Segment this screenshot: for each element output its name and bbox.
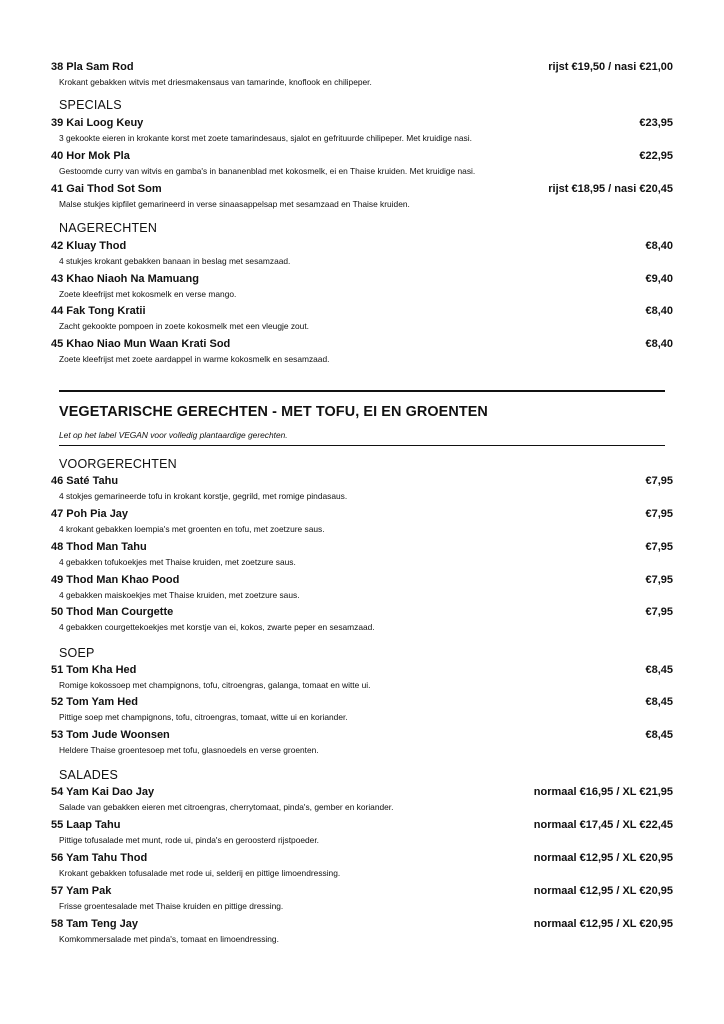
menu-item [51, 508, 673, 538]
item-price: €7,95 [645, 541, 673, 553]
item-price: normaal €17,45 / XL €22,45 [533, 819, 673, 831]
item-description: Gestoomde curry van witvis en gamba's in bananenblad met kokosmelk, ei en Thaise kruiden. Met kruidige nasi. [59, 166, 476, 176]
item-price: €7,95 [645, 508, 673, 520]
item-price: €23,95 [639, 117, 673, 129]
menu-item [51, 273, 673, 303]
item-description: 4 stukjes krokant gebakken banaan in beslag met sesamzaad. [59, 256, 291, 266]
item-price: rijst €18,95 / nasi €20,45 [548, 183, 673, 195]
menu-item [51, 541, 673, 571]
item-price: normaal €12,95 / XL €20,95 [533, 918, 673, 930]
item-description: Pittige soep met champignons, tofu, citroengras, tomaat, witte ui en koriander. [59, 712, 348, 722]
item-name: 57 Yam Pak [51, 885, 112, 897]
item-description: Frisse groentesalade met Thaise kruiden en pittige dressing. [59, 901, 284, 911]
item-description: Salade van gebakken eieren met citroengras, cherrytomaat, pinda's, gember en koriander. [59, 802, 394, 812]
menu-item [51, 150, 673, 180]
item-price: €7,95 [645, 606, 673, 618]
section-title-soep: SOEP [59, 646, 95, 660]
item-name: 41 Gai Thod Sot Som [51, 183, 162, 195]
menu-item [51, 852, 673, 882]
item-price: €8,45 [645, 696, 673, 708]
menu-item [51, 819, 673, 849]
item-price: €22,95 [639, 150, 673, 162]
section-divider [59, 390, 665, 392]
item-name: 53 Tom Jude Woonsen [51, 729, 170, 741]
item-price: €9,40 [645, 273, 673, 285]
item-description: Zacht gekookte pompoen in zoete kokosmelk met een vleugje zout. [59, 321, 309, 331]
item-price: €7,95 [645, 574, 673, 586]
item-description: Heldere Thaise groentesoep met tofu, glasnoedels en verse groenten. [59, 745, 319, 755]
item-description: 4 gebakken tofukoekjes met Thaise kruiden, met zoetzure saus. [59, 557, 296, 567]
item-description: Krokant gebakken tofusalade met rode ui, selderij en pittige limoendressing. [59, 868, 341, 878]
item-price: normaal €12,95 / XL €20,95 [533, 885, 673, 897]
menu-item [51, 574, 673, 604]
section-title-salades: SALADES [59, 768, 119, 782]
item-price: €8,40 [645, 305, 673, 317]
item-price: €8,45 [645, 664, 673, 676]
menu-item [51, 475, 673, 505]
section-title-nagerechten: NAGERECHTEN [59, 221, 158, 235]
item-price: €8,40 [645, 338, 673, 350]
item-description: 4 krokant gebakken loempia's met groenten en tofu, met zoetzure saus. [59, 524, 325, 534]
item-name: 45 Khao Niao Mun Waan Krati Sod [51, 338, 231, 350]
item-name: 38 Pla Sam Rod [51, 61, 134, 73]
item-price: €8,40 [645, 240, 673, 252]
item-name: 39 Kai Loog Keuy [51, 117, 144, 129]
item-description: 4 gebakken maiskoekjes met Thaise kruiden, met zoetzure saus. [59, 590, 300, 600]
item-name: 43 Khao Niaoh Na Mamuang [51, 273, 199, 285]
item-name: 52 Tom Yam Hed [51, 696, 139, 708]
item-description: Zoete kleefrijst met kokosmelk en verse mango. [59, 289, 237, 299]
item-price: €8,45 [645, 729, 673, 741]
section-title-specials: SPECIALS [59, 98, 122, 112]
item-name: 55 Laap Tahu [51, 819, 121, 831]
menu-item [51, 240, 673, 270]
menu-item [51, 885, 673, 915]
menu-item [51, 729, 673, 759]
item-description: Romige kokossoep met champignons, tofu, citroengras, galanga, tomaat en witte ui. [59, 680, 371, 690]
item-description: 3 gekookte eieren in krokante korst met zoete tamarindesaus, sjalot en gefrituurde chilipeper. Met kruidige nasi. [59, 133, 472, 143]
item-description: Malse stukjes kipfilet gemarineerd in verse sinaasappelsap met sesamzaad en Thaise kruiden. [59, 199, 410, 209]
menu-item [51, 305, 673, 335]
item-name: 46 Saté Tahu [51, 475, 119, 487]
item-description: 4 gebakken courgettekoekjes met korstje van ei, kokos, zwarte peper en sesamzaad. [59, 622, 375, 632]
menu-item [51, 606, 673, 636]
menu-item [51, 664, 673, 694]
menu-item [51, 918, 673, 948]
item-price: normaal €16,95 / XL €21,95 [533, 786, 673, 798]
item-description: Pittige tofusalade met munt, rode ui, pinda's en geroosterd rijstpoeder. [59, 835, 319, 845]
menu-item [51, 183, 673, 213]
vegan-note: Let op het label VEGAN voor volledig plantaardige gerechten. [59, 430, 288, 440]
menu-item [51, 117, 673, 147]
vegetarian-heading: VEGETARISCHE GERECHTEN - MET TOFU, EI EN GROENTEN [59, 404, 488, 420]
heading-underline [59, 445, 665, 446]
menu-item [51, 786, 673, 816]
item-name: 48 Thod Man Tahu [51, 541, 147, 553]
item-description: 4 stokjes gemarineerde tofu in krokant korstje, gegrild, met romige pindasaus. [59, 491, 348, 501]
menu-item [51, 696, 673, 726]
item-name: 40 Hor Mok Pla [51, 150, 130, 162]
item-price: rijst €19,50 / nasi €21,00 [548, 61, 673, 73]
item-description: Komkommersalade met pinda's, tomaat en limoendressing. [59, 934, 279, 944]
item-name: 44 Fak Tong Kratii [51, 305, 146, 317]
item-description: Zoete kleefrijst met zoete aardappel in warme kokosmelk en sesamzaad. [59, 354, 330, 364]
item-name: 50 Thod Man Courgette [51, 606, 174, 618]
item-name: 54 Yam Kai Dao Jay [51, 786, 155, 798]
menu-item [51, 61, 673, 91]
item-name: 56 Yam Tahu Thod [51, 852, 148, 864]
item-name: 58 Tam Teng Jay [51, 918, 139, 930]
item-name: 51 Tom Kha Hed [51, 664, 137, 676]
item-name: 49 Thod Man Khao Pood [51, 574, 180, 586]
item-price: normaal €12,95 / XL €20,95 [533, 852, 673, 864]
item-price: €7,95 [645, 475, 673, 487]
item-description: Krokant gebakken witvis met driesmakensaus van tamarinde, knoflook en chilipeper. [59, 77, 372, 87]
menu-item [51, 338, 673, 368]
item-name: 47 Poh Pia Jay [51, 508, 129, 520]
item-name: 42 Kluay Thod [51, 240, 127, 252]
section-title-voorgerechten: VOORGERECHTEN [59, 457, 177, 471]
